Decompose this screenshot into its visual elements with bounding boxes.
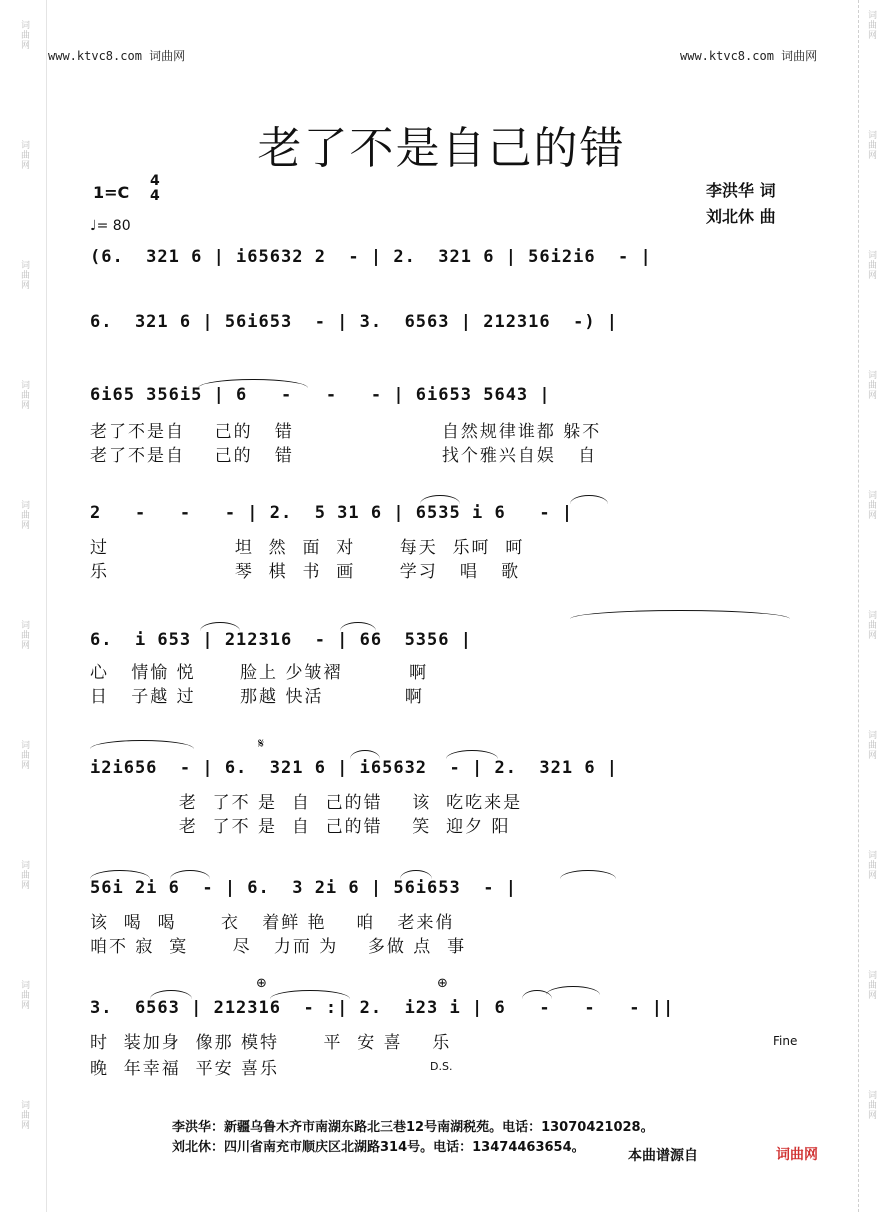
lyric-verse-2: 晚 年幸福 平安 喜乐 [90,1059,287,1079]
notation-line: 2 - - - | 2. 5 31 6 | 6535 i 6 - | [90,503,574,523]
lyric-verse-2: 乐 琴 棋 书 画 学习 唱 歌 [90,562,521,582]
side-watermark: 词曲网 [866,970,876,1000]
side-watermark: 词曲网 [866,370,876,400]
side-watermark: 词曲网 [866,250,876,280]
notation-line: 6. 321 6 | 56i653 - | 3. 6563 | 212316 -) | [90,312,619,332]
slur [570,610,790,619]
lyric-verse-2: 日 子越 过 那越 快活 啊 [90,687,424,707]
notation-line: 6. i 653 | 212316 - | 66 5356 | [90,630,472,650]
coda-sign: ⊕ [437,976,448,991]
side-watermark: 词曲网 [19,1100,29,1130]
time-signature [150,174,160,204]
segno-sign: 𝄋 [258,736,265,752]
source-note: 本曲谱源自 [628,1148,698,1164]
lyric-verse-1: 老了不是自 己的 错 自然规律谁都 躲不 [90,422,602,442]
notation-line: (6. 321 6 | i65632 2 - | 2. 321 6 | 56i2i6 - | [90,247,652,267]
side-watermark: 词曲网 [19,500,29,530]
side-watermark: 词曲网 [19,20,29,50]
side-watermark: 词曲网 [19,140,29,170]
side-watermark: 词曲网 [19,860,29,890]
watermark-url-left: www.ktvc8.com 词曲网 [48,49,186,63]
side-watermark: 词曲网 [866,850,876,880]
side-watermark: 词曲网 [866,730,876,760]
left-watermark-strip [0,0,47,1212]
ds-marking: D.S. [430,1060,453,1073]
coda-sign: ⊕ [256,976,267,991]
meter-top: 4 [150,173,160,189]
composer-credit: 刘北休 曲 [706,207,776,226]
slur [90,740,194,749]
side-watermark: 词曲网 [19,980,29,1010]
lyric-verse-1: 时 装加身 像那 模特 平 安 喜 乐 [90,1033,452,1053]
slur [546,986,600,995]
watermark-url-right: www.ktvc8.com 词曲网 [680,49,818,63]
tempo-marking: ♩= 80 [90,218,131,234]
side-watermark: 词曲网 [866,130,876,160]
lyric-verse-2: 老 了不 是 自 己的错 笑 迎夕 阳 [90,817,511,837]
side-watermark: 词曲网 [19,260,29,290]
side-watermark: 词曲网 [19,380,29,410]
song-title: 老了不是自己的错 [257,123,626,174]
lyric-verse-1: 老 了不 是 自 己的错 该 吃吃来是 [90,793,523,813]
meter-bottom: 4 [150,188,160,204]
side-watermark: 词曲网 [19,620,29,650]
lyricist-credit: 李洪华 词 [706,181,776,200]
side-watermark: 词曲网 [19,740,29,770]
lyric-verse-1: 过 坦 然 面 对 每天 乐呵 呵 [90,538,525,558]
brand-logo-text: 词曲网 [776,1147,818,1163]
notation-line: i2i656 - | 6. 321 6 | i65632 - | 2. 321 6 | [90,758,619,778]
lyric-verse-2: 老了不是自 己的 错 找个雅兴自娱 自 [90,446,598,466]
side-watermark: 词曲网 [866,1090,876,1120]
lyric-verse-2: 咱不 寂 寞 尽 力而 为 多做 点 事 [90,937,467,957]
right-watermark-strip [858,0,883,1212]
notation-line: 3. 6563 | 212316 - :| 2. i23 i | 6 - - - || [90,998,675,1018]
side-watermark: 词曲网 [866,610,876,640]
notation-line: 6i65 356i5 | 6 - - - | 6i653 5643 | [90,385,551,405]
composer-contact: 刘北休：四川省南充市顺庆区北湖路314号。电话：13474463654。 [172,1140,585,1155]
slur [560,870,616,879]
side-watermark: 词曲网 [866,10,876,40]
notation-line: 56i 2i 6 - | 6. 3 2i 6 | 56i653 - | [90,878,517,898]
lyric-verse-1: 该 喝 喝 衣 着鲜 艳 咱 老来俏 [90,913,455,933]
side-watermark: 词曲网 [866,490,876,520]
key-signature: 1=C [93,183,130,202]
slur [570,495,608,504]
fine-marking: Fine [773,1034,798,1048]
lyric-verse-1: 心 情愉 悦 脸上 少皱褶 啊 [90,663,429,683]
lyricist-contact: 李洪华：新疆乌鲁木齐市南湖东路北三巷12号南湖税苑。电话：13070421028。 [172,1120,654,1135]
